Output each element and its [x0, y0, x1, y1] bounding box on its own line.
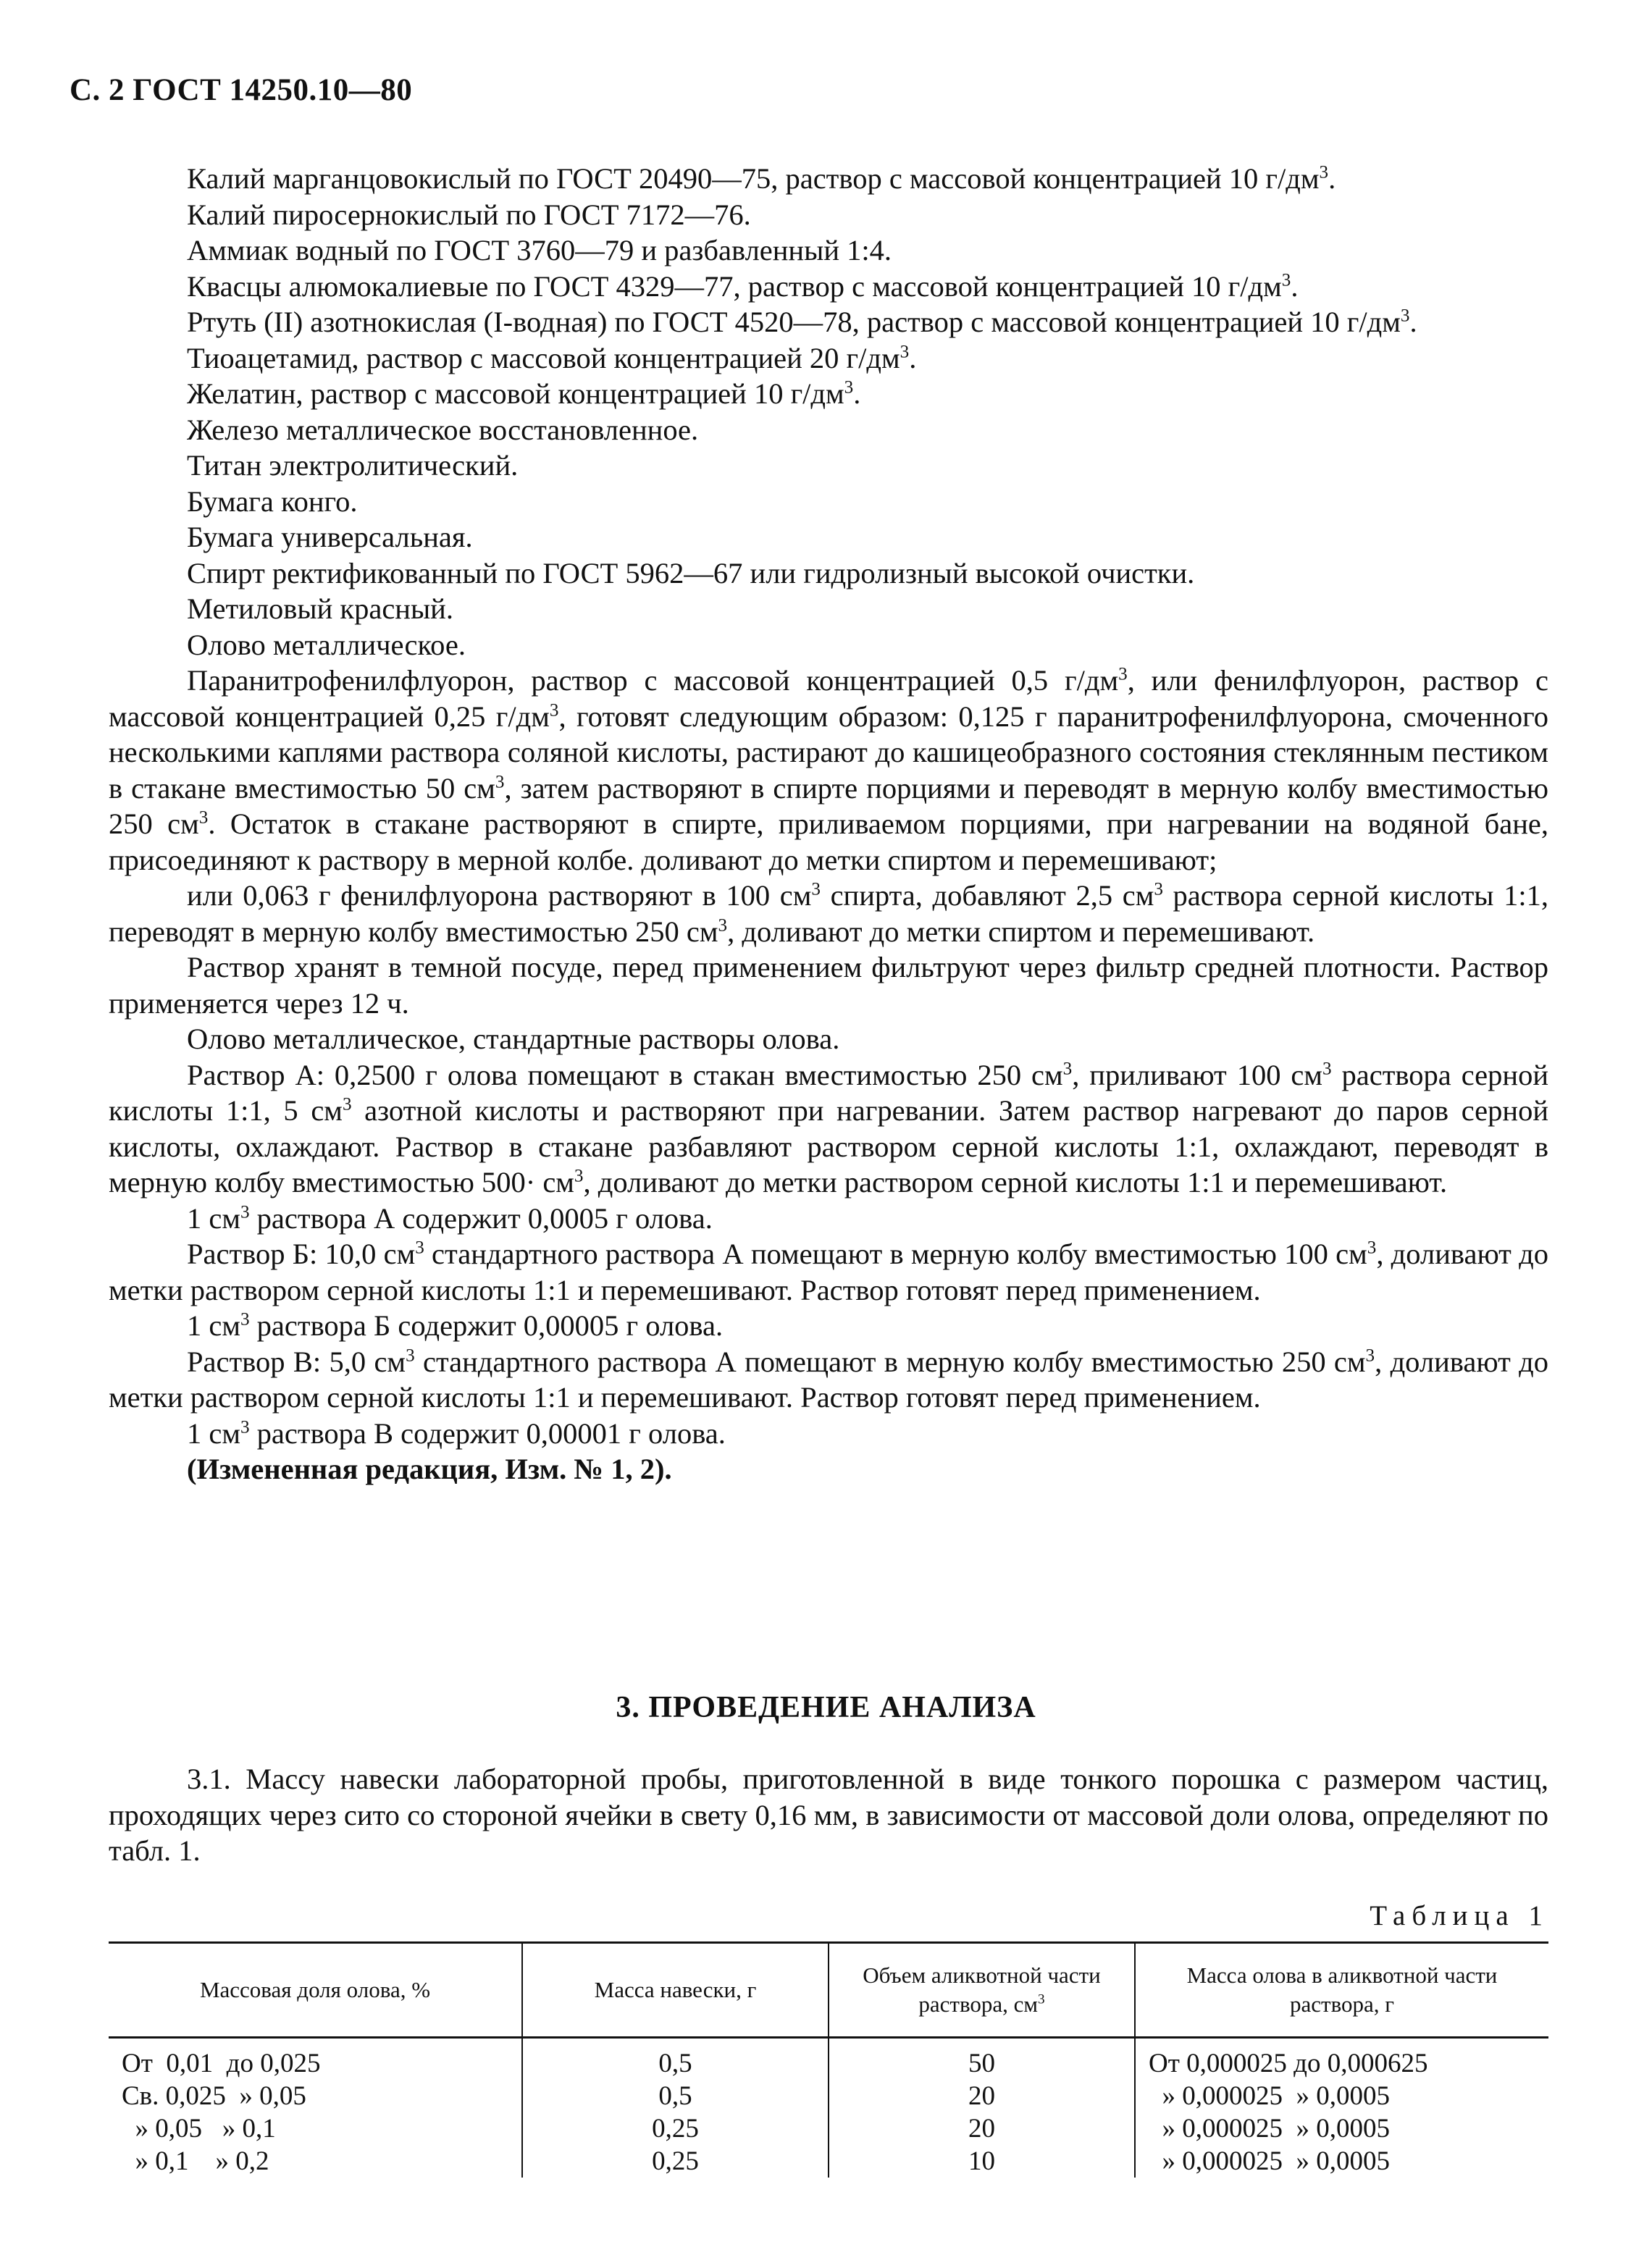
reagent-line: Тиоацетамид, раствор с массовой концентрацией 20 $г/дм^3$. [187, 341, 917, 374]
table-row [109, 2038, 1548, 2081]
reagent-paragraph: Раствор Б: 10,0 $см^3$ стандартного раствора А помещают в мерную колбу вместимостью 100 $см^3$, доливают до метки раствором серной кислоты 1:1 и перемешивают. Раствор готовят перед применением. [109, 1238, 1548, 1306]
table-cell: 0,25 [522, 2112, 829, 2145]
reagent-line: Метиловый красный. [187, 592, 453, 625]
reagent-line: Спирт ректификованный по ГОСТ 5962—67 или гидролизный высокой очистки. [187, 556, 1195, 589]
table-cell: От 0,000025 до 0,000625 [1135, 2038, 1548, 2081]
reagent-line: 1 $см^3$ раствора Б содержит 0,00005 г олова. [187, 1309, 724, 1342]
section-text: 3.1. Массу навески лабораторной пробы, приготовленной в виде тонкого порошка с размером частиц, проходящих через сито со стороной ячейки в свету 0,16 мм, в зависимости от массовой доли олова, определяют по табл. 1. [109, 1763, 1548, 1867]
reagents-list [109, 161, 1548, 1487]
reagent-line: Титан электролитический. [187, 449, 519, 482]
table-cell: » 0,000025 » 0,0005 [1135, 2145, 1548, 2178]
table-cell: 0,25 [522, 2145, 829, 2178]
reagent-paragraph: или 0,063 г фенилфлуорона растворяют в 100 $см^3$ спирта, добавляют 2,5 $см^3$ раствора серной кислоты 1:1, переводят в мерную колбу вместимостью 250 $см^3$, доливают до метки спиртом и перемешивают. [109, 879, 1548, 948]
column-header: Масса олова в аликвотной части раствора, г [1135, 1943, 1548, 2038]
table-1 [109, 1941, 1548, 2178]
table-cell: » 0,000025 » 0,0005 [1135, 2112, 1548, 2145]
column-header: Массовая доля олова, % [109, 1943, 522, 2038]
table-cell: 20 [829, 2080, 1135, 2112]
reagent-line: Калий марганцовокислый по ГОСТ 20490—75, раствор с массовой концентрацией 10 $г/дм^3$. [187, 162, 1336, 195]
page-header: С. 2 ГОСТ 14250.10—80 [70, 73, 413, 107]
table-cell: 50 [829, 2038, 1135, 2081]
column-header: Объем аликвотной части раствора, $см^3$ [829, 1943, 1135, 2038]
reagent-paragraph: Раствор А: 0,2500 г олова помещают в стакан вместимостью 250 $см^3$, приливают 100 $см^3$ раствора серной кислоты 1:1, 5 $см^3$ азотной кислоты и растворяют при нагревании. Затем раствор нагревают до паров серной кислоты, охлаждают. Раствор в стакане разбавляют раствором серной кислоты 1:1, охлаждают, переводят в мерную колбу вместимостью $500\cdot см^3$, доливают до метки раствором серной кислоты 1:1 и перемешивают. [109, 1058, 1548, 1198]
reagent-line: 1 $см^3$ раствора А содержит 0,0005 г олова. [187, 1201, 713, 1235]
reagent-line: Ртуть (II) азотнокислая (I-водная) по ГОСТ 4520—78, раствор с массовой концентрацией 10 $г/дм^3$. [187, 306, 1417, 338]
table-cell: » 0,1 » 0,2 [122, 2146, 269, 2176]
reagent-line: Аммиак водный по ГОСТ 3760—79 и разбавленный 1:4. [187, 234, 892, 266]
table-row [109, 2080, 1548, 2112]
table-cell: 0,5 [522, 2038, 829, 2081]
reagent-line: Квасцы алюмокалиевые по ГОСТ 4329—77, раствор с массовой концентрацией 10 $г/дм^3$. [187, 269, 1299, 303]
column-header: Масса навески, г [522, 1943, 829, 2038]
data-table [109, 1941, 1548, 2178]
reagent-paragraph: Раствор В: 5,0 $см^3$ стандартного раствора А помещают в мерную колбу вместимостью 250 $см^3$, доливают до метки раствором серной кислоты 1:1 и перемешивают. Раствор готовят перед применением. [109, 1345, 1548, 1414]
table-cell: » 0,000025 » 0,0005 [1135, 2080, 1548, 2112]
reagent-paragraph: Паранитрофенилфлуорон, раствор с массовой концентрацией 0,5 $г/дм^3$, или фенилфлуорон, раствор с массовой концентрацией 0,25 $г/дм^3$, готовят следующим образом: 0,125 г паранитрофенилфлуорона, смоченного несколькими каплями раствора соляной кислоты, растирают до кашицеобразного состояния стеклянным пестиком в стакане вместимостью 50 $см^3$, затем растворяют в спирте порциями и переводят в мерную колбу вместимостью 250 $см^3$. Остаток в стакане растворяют в спирте, приливаемом порциями, при нагревании на водяной бане, присоединяют к раствору в мерной колбе. доливают до метки спиртом и перемешивают; [109, 664, 1548, 876]
table-row [109, 2145, 1548, 2178]
table-cell: 10 [829, 2145, 1135, 2178]
table-caption: Таблица 1 [1370, 1900, 1549, 1931]
reagent-line: Желатин, раствор с массовой концентрацией 10 $г/дм^3$. [187, 377, 861, 410]
reagent-line: Бумага универсальная. [187, 521, 473, 553]
reagent-line: Калий пиросернокислый по ГОСТ 7172—76. [187, 198, 751, 231]
reagent-line: Олово металлическое. [187, 628, 466, 661]
reagent-line: Железо металлическое восстановленное. [187, 413, 699, 446]
amendment-note: (Измененная редакция, Изм. № 1, 2). [187, 1453, 672, 1485]
table-cell: » 0,05 » 0,1 [122, 2114, 276, 2144]
table-header-row [109, 1943, 1548, 2038]
table-cell: 20 [829, 2112, 1135, 2145]
table-cell: 0,5 [522, 2080, 829, 2112]
reagent-paragraph: Раствор хранят в темной посуде, перед применением фильтруют через фильтр средней плотности. Раствор применяется через 12 ч. [109, 951, 1548, 1020]
reagent-line: Бумага конго. [187, 484, 358, 518]
reagent-line: 1 $см^3$ раствора В содержит 0,00001 г олова. [187, 1416, 726, 1450]
table-cell: Св. 0,025 » 0,05 [122, 2081, 306, 2111]
table-row [109, 2112, 1548, 2145]
section-paragraph [109, 1761, 1548, 1869]
table-cell: От 0,01 до 0,025 [122, 2049, 321, 2078]
section-title: 3. ПРОВЕДЕНИЕ АНАЛИЗА [616, 1691, 1036, 1724]
reagent-line: Олово металлическое, стандартные растворы олова. [187, 1023, 840, 1055]
